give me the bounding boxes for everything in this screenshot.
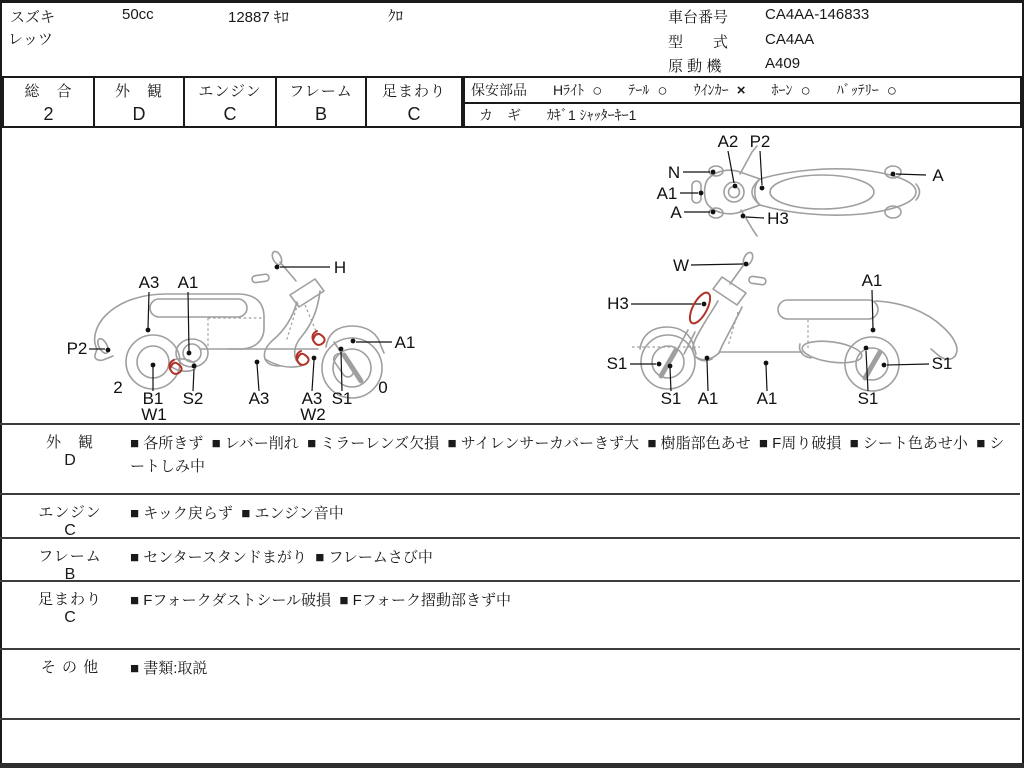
safety-item-winker: ｳｲﾝｶｰ ×: [693, 81, 746, 99]
svg-text:A2: A2: [717, 132, 739, 151]
detail-row-engine: [0, 493, 1020, 539]
detail-label: 外 観: [45, 434, 94, 451]
svg-text:W1: W1: [141, 405, 167, 424]
svg-text:2: 2: [113, 378, 123, 397]
svg-text:A1: A1: [656, 184, 678, 203]
detail-grade: C: [64, 609, 76, 626]
svg-text:P2: P2: [749, 132, 771, 151]
grade-value: C: [407, 104, 421, 124]
model-name: レッツ: [8, 31, 53, 48]
mileage: 12887 ｷﾛ: [228, 9, 289, 26]
svg-text:H3: H3: [767, 209, 789, 228]
key-row: [465, 104, 1020, 126]
grade-label: 足まわり: [381, 83, 446, 100]
detail-grade: D: [64, 452, 76, 469]
svg-text:A3: A3: [301, 389, 323, 408]
maker-name: スズキ: [10, 9, 56, 26]
vehicle-diagram: [0, 124, 1024, 424]
detail-label: エンジン: [38, 504, 102, 521]
body-color: ｸﾛ: [388, 8, 404, 25]
svg-text:H: H: [333, 258, 347, 277]
status-circle: ○: [592, 80, 603, 100]
svg-text:S1: S1: [857, 389, 879, 408]
detail-items: ■ キック戻らず ■ エンジン音中: [130, 505, 344, 522]
grade-cell-frame: [275, 76, 367, 128]
detail-row-exterior: [0, 423, 1020, 495]
detail-grade: B: [64, 566, 76, 583]
svg-text:A1: A1: [697, 389, 719, 408]
grade-value: C: [223, 104, 237, 124]
detail-row-undercarriage: [0, 580, 1020, 650]
safety-parts-box: [463, 76, 1022, 128]
engine-code-label: 原 動 機: [668, 58, 722, 75]
detail-label: フレーム: [38, 548, 102, 565]
svg-text:0: 0: [378, 378, 388, 397]
svg-text:N: N: [667, 163, 681, 182]
right-side-labels: [607, 256, 953, 408]
detail-label: 足まわり: [37, 591, 102, 608]
key-label: カ ギ: [479, 107, 521, 123]
svg-text:S1: S1: [331, 389, 353, 408]
grade-label: 総 合: [24, 83, 73, 100]
safety-item-horn: ﾎｰﾝ ○: [771, 80, 811, 100]
svg-text:A1: A1: [756, 389, 778, 408]
grade-value: 2: [43, 104, 54, 124]
grade-cell-undercarriage: [365, 76, 463, 128]
model-code-label: 型 式: [668, 34, 729, 51]
detail-items: ■ 各所きず ■ レバー削れ ■ ミラーレンズ欠損 ■ サイレンサーカバーきず大 ■ 樹脂部色あせ ■ F周り破損 ■ シート色あせ小 ■ シートしみ中: [130, 435, 1005, 475]
grade-label: フレーム: [289, 83, 353, 100]
svg-text:H3: H3: [607, 294, 629, 313]
scooter-top-view: [692, 146, 920, 236]
status-circle: ○: [800, 80, 811, 100]
svg-text:W: W: [672, 256, 690, 275]
status-cross: ×: [736, 81, 746, 99]
svg-text:A1: A1: [394, 333, 416, 352]
grade-cell-overall: [2, 76, 95, 128]
grade-label: エンジン: [198, 83, 262, 100]
svg-text:P2: P2: [66, 339, 88, 358]
chassis-no-value: CA4AA-146833: [765, 6, 870, 23]
safety-parts-label: 保安部品: [471, 82, 527, 98]
detail-items: ■ 書類:取説: [130, 660, 208, 677]
chassis-no-label: 車台番号: [668, 9, 729, 26]
grade-value: D: [132, 104, 146, 124]
detail-row-frame: [0, 537, 1020, 582]
svg-text:A3: A3: [248, 389, 270, 408]
empty-row: [0, 718, 1020, 765]
model-code-value: CA4AA: [765, 31, 815, 48]
safety-item-battery: ﾊﾞｯﾃﾘｰ ○: [836, 80, 898, 100]
engine-code-value: A409: [765, 55, 801, 72]
grade-cell-exterior: [93, 76, 185, 128]
svg-text:S1: S1: [660, 389, 682, 408]
key-value: ｶｷﾞ1 ｼｬｯﾀｰｷｰ1: [547, 107, 637, 123]
svg-text:B1: B1: [142, 389, 164, 408]
bottom-edge-bar: [0, 763, 1024, 768]
svg-text:A1: A1: [177, 273, 199, 292]
svg-text:A: A: [932, 166, 944, 185]
svg-text:A: A: [670, 203, 682, 222]
grade-label: 外 観: [114, 83, 163, 100]
safety-item-headlight: Hﾗｲﾄ ○: [553, 80, 603, 100]
svg-text:W2: W2: [300, 405, 326, 424]
svg-text:S1: S1: [931, 354, 953, 373]
svg-text:S1: S1: [606, 354, 628, 373]
svg-text:A3: A3: [138, 273, 160, 292]
svg-text:A1: A1: [861, 271, 883, 290]
detail-items: ■ Fフォークダストシール破損 ■ Fフォーク摺動部きず中: [130, 592, 512, 609]
svg-text:S2: S2: [182, 389, 204, 408]
grade-cell-engine: [183, 76, 277, 128]
status-circle: ○: [886, 80, 898, 100]
left-side-labels: [67, 258, 416, 424]
displacement: 50cc: [122, 6, 154, 23]
safety-item-tail: ﾃｰﾙ ○: [628, 80, 668, 100]
safety-parts-row: [465, 78, 1020, 104]
status-circle: ○: [657, 80, 668, 100]
grade-value: B: [314, 104, 327, 124]
detail-grade: C: [64, 522, 76, 539]
detail-label: そ の 他: [40, 659, 100, 676]
detail-items: ■ センタースタンドまがり ■ フレームさび中: [130, 549, 433, 566]
detail-row-other: [0, 648, 1020, 720]
